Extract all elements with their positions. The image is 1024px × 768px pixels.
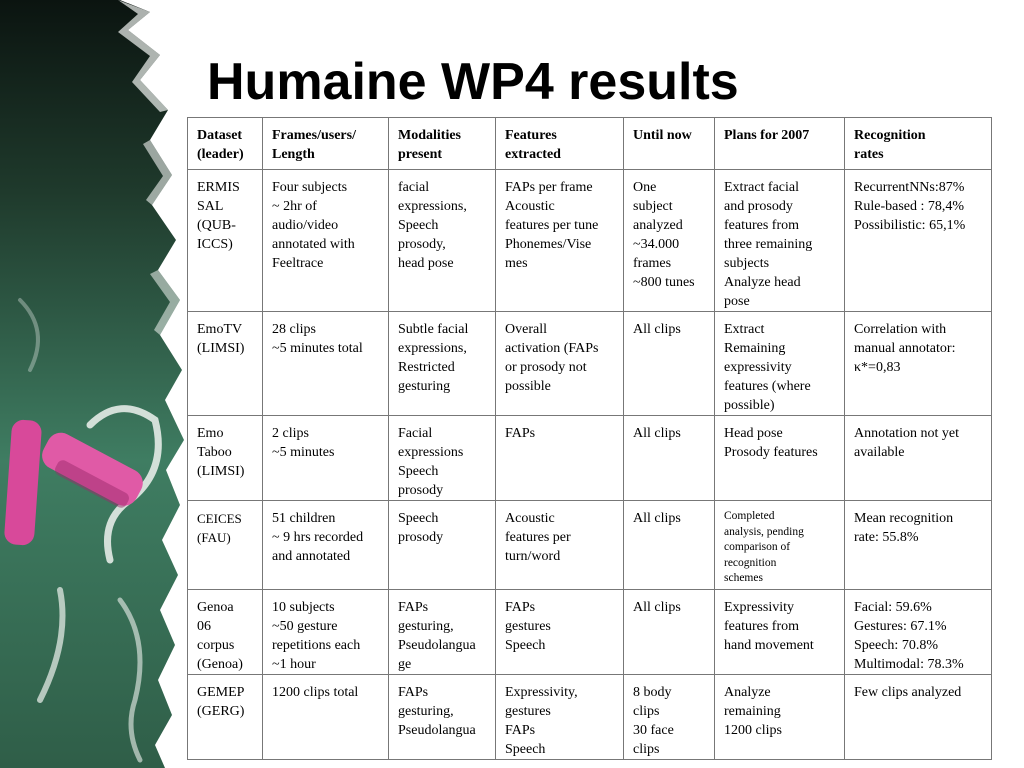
table-cell: Annotation not yet available (845, 416, 992, 501)
table-cell: Extract facial and prosody features from three remaining subjects Analyze head pose (715, 170, 845, 312)
table-cell: Acoustic features per turn/word (496, 501, 624, 590)
table-cell: Mean recognition rate: 55.8% (845, 501, 992, 590)
header-features: Features extracted (496, 118, 624, 170)
table-cell: Expressivity features from hand movement (715, 590, 845, 675)
table-cell: Few clips analyzed (845, 675, 992, 760)
table-cell: One subject analyzed ~34.000 frames ~800 tunes (624, 170, 715, 312)
table-cell: All clips (624, 590, 715, 675)
table-cell: All clips (624, 312, 715, 416)
table-row (188, 675, 992, 760)
header-modalities: Modalities present (389, 118, 496, 170)
table-cell: Head pose Prosody features (715, 416, 845, 501)
table-row (188, 312, 992, 416)
chalkboard-image (0, 0, 185, 768)
header-row (188, 118, 992, 170)
table-row (188, 170, 992, 312)
header-plans-2007: Plans for 2007 (715, 118, 845, 170)
table-cell: 2 clips ~5 minutes (263, 416, 389, 501)
table-cell: FAPs gestures Speech (496, 590, 624, 675)
table-cell: 51 children ~ 9 hrs recorded and annotated (263, 501, 389, 590)
table-cell: Extract Remaining expressivity features (where possible) (715, 312, 845, 416)
table-cell: Genoa 06 corpus (Genoa) (188, 590, 263, 675)
table-cell: CEICES (FAU) (188, 501, 263, 590)
table-row (188, 501, 992, 590)
header-until-now: Until now (624, 118, 715, 170)
table-cell: 1200 clips total (263, 675, 389, 760)
table-cell: FAPs gesturing, Pseudolangua ge (389, 590, 496, 675)
table-cell: 10 subjects ~50 gesture repetitions each ~1 hour (263, 590, 389, 675)
table-cell: Correlation with manual annotator: κ*=0,83 (845, 312, 992, 416)
table-cell: Overall activation (FAPs or prosody not possible (496, 312, 624, 416)
table-cell: 8 body clips 30 face clips (624, 675, 715, 760)
table-cell: Completed analysis, pending comparison of recognition schemes (715, 501, 845, 590)
table-cell: Expressivity, gestures FAPs Speech (496, 675, 624, 760)
table-cell: All clips (624, 416, 715, 501)
table-cell: 28 clips ~5 minutes total (263, 312, 389, 416)
table-cell: Emo Taboo (LIMSI) (188, 416, 263, 501)
header-dataset: Dataset (leader) (188, 118, 263, 170)
table-cell: facial expressions, Speech prosody, head pose (389, 170, 496, 312)
table-cell: Facial expressions Speech prosody (389, 416, 496, 501)
table-cell: GEMEP (GERG) (188, 675, 263, 760)
table-cell: Facial: 59.6% Gestures: 67.1% Speech: 70.8% Multimodal: 78.3% (845, 590, 992, 675)
header-recognition-rates: Recognition rates (845, 118, 992, 170)
table-cell: EmoTV (LIMSI) (188, 312, 263, 416)
slide-title: Humaine WP4 results (207, 53, 739, 111)
table-cell: FAPs per frame Acoustic features per tune Phonemes/Vise mes (496, 170, 624, 312)
results-table (187, 117, 992, 760)
chalkboard-decoration (0, 0, 185, 768)
table-cell: Speech prosody (389, 501, 496, 590)
table-cell: ERMIS SAL (QUB- ICCS) (188, 170, 263, 312)
table-cell: Subtle facial expressions, Restricted gesturing (389, 312, 496, 416)
table-cell: All clips (624, 501, 715, 590)
table-cell: FAPs (496, 416, 624, 501)
table-cell: RecurrentNNs:87% Rule-based : 78,4% Possibilistic: 65,1% (845, 170, 992, 312)
table-row (188, 416, 992, 501)
table-row (188, 590, 992, 675)
header-frames-users-length: Frames/users/ Length (263, 118, 389, 170)
table-cell: Four subjects ~ 2hr of audio/video annotated with Feeltrace (263, 170, 389, 312)
table-cell: Analyze remaining 1200 clips (715, 675, 845, 760)
table-cell: FAPs gesturing, Pseudolangua (389, 675, 496, 760)
